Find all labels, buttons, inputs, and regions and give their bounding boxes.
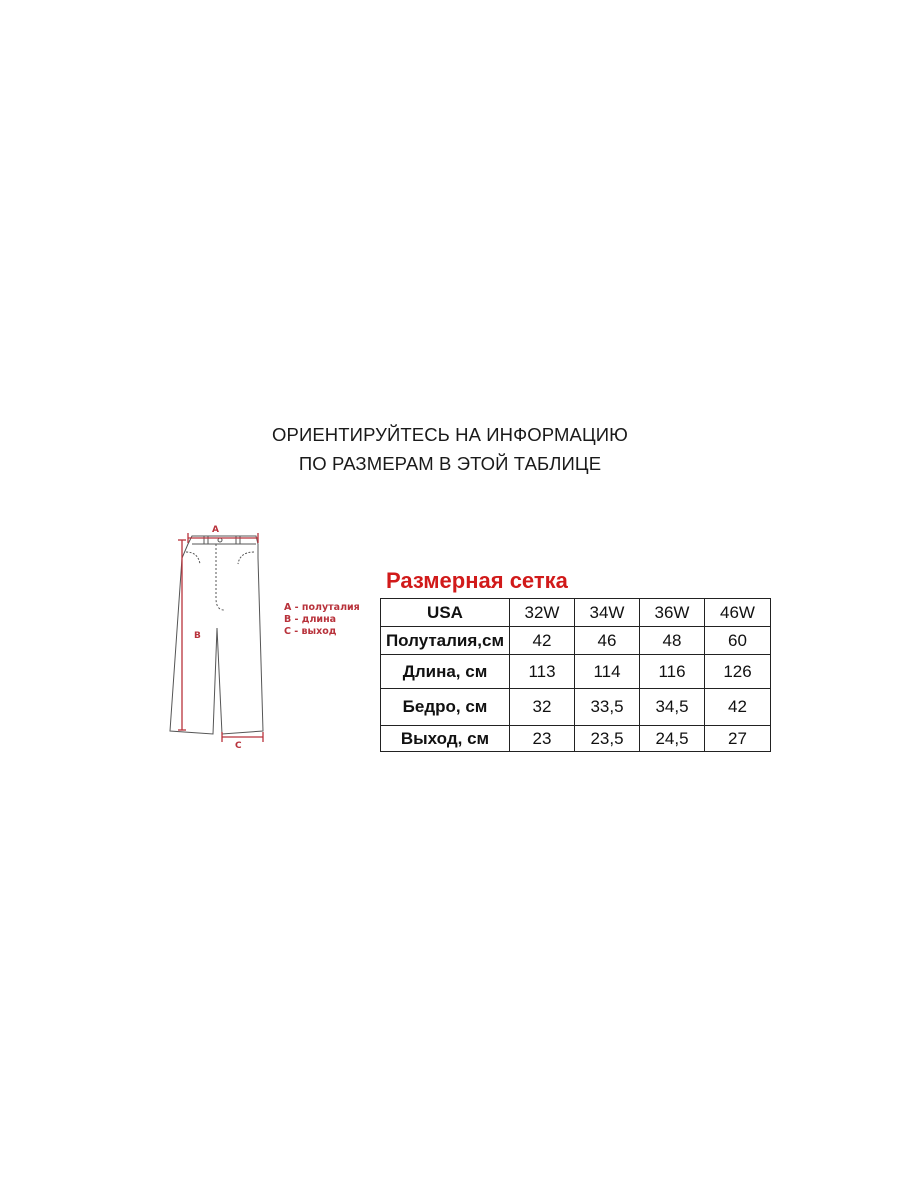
- table-row: [381, 689, 771, 726]
- row-label: Длина, см: [381, 655, 510, 689]
- table-cell: 126: [705, 655, 771, 689]
- table-cell: 36W: [640, 599, 705, 627]
- belt-loop-right: [236, 536, 240, 544]
- table-row: [381, 627, 771, 655]
- table-cell: 23,5: [575, 726, 640, 752]
- table-cell: 60: [705, 627, 771, 655]
- table-cell: 34,5: [640, 689, 705, 726]
- table-cell: 42: [705, 689, 771, 726]
- table-row: [381, 655, 771, 689]
- belt-loop-left: [204, 536, 208, 544]
- legend-a: A - полуталия: [284, 602, 360, 613]
- legend-c: C - выход: [284, 626, 337, 637]
- label-c: C: [235, 741, 242, 751]
- label-b: B: [194, 631, 201, 641]
- pocket-right: [238, 552, 254, 564]
- heading-line-1: ОРИЕНТИРУЙТЕСЬ НА ИНФОРМАЦИЮ: [272, 424, 628, 445]
- table-row: [381, 726, 771, 752]
- row-label: Выход, см: [381, 726, 510, 752]
- table-cell: 33,5: [575, 689, 640, 726]
- fly-stitch: [216, 544, 224, 610]
- table-cell: 48: [640, 627, 705, 655]
- measurement-legend: [284, 602, 360, 638]
- pocket-left: [186, 552, 200, 564]
- legend-b: B - длина: [284, 614, 337, 625]
- trousers-diagram: [160, 518, 360, 758]
- label-a: A: [212, 525, 219, 535]
- table-cell: 32W: [510, 599, 575, 627]
- size-table-title: Размерная сетка: [386, 568, 568, 593]
- row-label: Бедро, см: [381, 689, 510, 726]
- row-label: Полуталия,см: [381, 627, 510, 655]
- size-table: [380, 598, 771, 752]
- table-cell: 46W: [705, 599, 771, 627]
- table-row: [381, 599, 771, 627]
- table-cell: 32: [510, 689, 575, 726]
- table-cell: 114: [575, 655, 640, 689]
- table-cell: 27: [705, 726, 771, 752]
- table-cell: 116: [640, 655, 705, 689]
- table-cell: 42: [510, 627, 575, 655]
- table-cell: 46: [575, 627, 640, 655]
- page-heading: [0, 420, 900, 478]
- table-cell: 113: [510, 655, 575, 689]
- table-cell: 34W: [575, 599, 640, 627]
- table-cell: 24,5: [640, 726, 705, 752]
- table-cell: 23: [510, 726, 575, 752]
- heading-line-2: ПО РАЗМЕРАМ В ЭТОЙ ТАБЛИЦЕ: [298, 453, 602, 474]
- row-label: USA: [381, 599, 510, 627]
